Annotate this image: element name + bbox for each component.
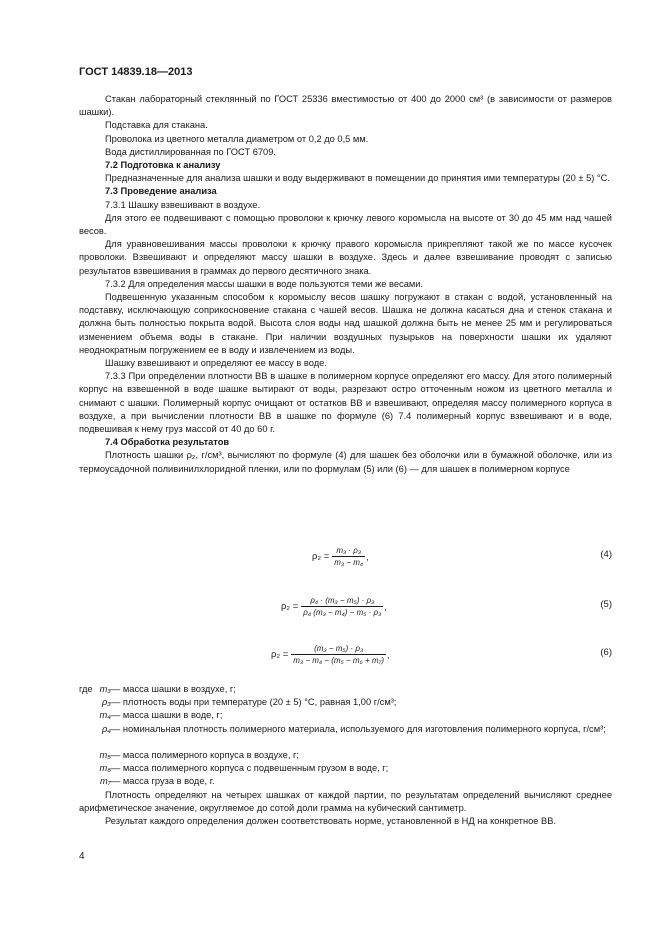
paragraph: Для уравновешивания массы проволоки к крючку правого коромысла прикрепляют такой же по массе кусочек проволоки. Взвешивают и определяют массу шашки в воздухе. Здесь и далее взвешивание проводят с записью результатов взвешивания в граммах до первого десятичного знака.: [79, 239, 612, 276]
definition-symbol: m₇: [99, 776, 111, 787]
definitions-list: [79, 683, 612, 828]
document-header: ГОСТ 14839.18—2013: [79, 66, 193, 78]
paragraph: Подставка для стакана.: [105, 120, 208, 131]
formula-5: [281, 596, 387, 617]
definition-text: — плотность воды при температуре (20 ± 5) °С, равная 1,00 г/см³;: [111, 697, 397, 708]
paragraph: Плотность шашки ρ₂, г/см³, вычисляют по формуле (4) для шашек без оболочки или в бумажной оболочке, или из термоусадочной поливинилхлоридной пленки, или по формулам (5) или (6) — для шашек в полимерном корпусе: [79, 450, 612, 474]
definition-item: [79, 709, 612, 722]
section-heading-7-3: 7.3 Проведение анализа: [105, 186, 217, 197]
paragraph: 7.3.1 Шашку взвешивают в воздухе.: [105, 199, 261, 210]
paragraph: Предназначенные для анализа шашки и воду выдерживают в помещении до принятия ими температуры (20 ± 5) °С.: [105, 173, 610, 184]
body-text-upper: [79, 93, 612, 476]
definition-item: [79, 696, 612, 709]
definition-item: [79, 749, 612, 762]
paragraph: 7.3.3 При определении плотности ВВ в шашке в полимерном корпусе определяют его массу. Для этого полимерный корпус на взвешенной в воде шашке вытирают от воды, разрезают остро отточенным ножом из цветного металла и снимают с шашки. Полимерный корпус очищают от остатков ВВ и взвешивают, определяя массу полимерного корпуса в воздухе, а при вычислении плотности ВВ в шашке по формуле (6) 7.4 полимерный корпус взвешивают и в воде, подвешивая к нему груз массой от 40 до 60 г.: [79, 371, 612, 435]
definition-text: — масса шашки в воде, г;: [111, 710, 223, 721]
paragraph: Результат каждого определения должен соответствовать норме, установленной в НД на конкретное ВВ.: [105, 815, 556, 826]
formula-fraction: [332, 546, 365, 567]
formula-tail: ,: [366, 551, 369, 562]
equation-number: (6): [600, 647, 612, 658]
definition-symbol: m₆: [99, 763, 111, 774]
formula-fraction: [291, 644, 386, 665]
equation-number: (5): [600, 599, 612, 610]
formula-4: [312, 546, 369, 567]
formula-denominator: m₃ − m₄ − (m₅ − m₆ + m₇): [293, 656, 385, 665]
definition-symbol: m₄: [99, 710, 111, 721]
definition-text: — масса груза в воде, г.: [111, 776, 215, 787]
where-label: где: [79, 684, 93, 694]
definition-symbol: ρ₃: [101, 697, 111, 708]
paragraph: Для этого ее подвешивают с помощью проволоки к крючку левого коромысла на высоте от 30 до 45 мм над чашей весов.: [79, 212, 612, 237]
paragraph: Проволока из цветного металла диаметром от 0,2 до 0,5 мм.: [105, 133, 369, 144]
formula-tail: ,: [387, 649, 390, 660]
paragraph: Стакан лабораторный стеклянный по ГОСТ 25336 вместимостью от 400 до 2000 см³ (в зависимости от размеров шашки).: [79, 94, 612, 118]
section-heading-7-4: 7.4 Обработка результатов: [105, 437, 230, 448]
formula-tail: ,: [384, 601, 387, 612]
definition-text: — масса полимерного корпуса с подвешенным грузом в воде, г;: [111, 763, 389, 774]
paragraph: Вода дистиллированная по ГОСТ 6709.: [105, 146, 276, 157]
definition-text: — номинальная плотность полимерного материала, используемого для изготовления полимерного корпуса, г/см³;: [111, 723, 606, 734]
equation-number: (4): [600, 549, 612, 560]
formula-fraction: [301, 596, 383, 617]
definition-item: [79, 762, 612, 775]
paragraph: Шашку взвешивают и определяют ее массу в воде.: [105, 358, 327, 369]
formula-denominator: ρ₄ (m₃ − m₄) − m₅ · ρ₃: [303, 608, 382, 617]
formula-numerator: (m₃ − m₅) · ρ₃: [291, 644, 386, 655]
section-heading-7-2: 7.2 Подготовка к анализу: [105, 160, 221, 171]
definition-text: — масса шашки в воздухе, г;: [111, 684, 236, 694]
paragraph: 7.3.2 Для определения массы шашки в воде пользуются теми же весами.: [105, 278, 424, 289]
formula-denominator: m₃ − m₄: [334, 558, 364, 567]
formula-numerator: ρ₄ · (m₃ − m₅) · ρ₃: [301, 596, 383, 607]
formula-lhs: ρ₂ =: [271, 649, 289, 660]
definition-item: [79, 775, 612, 788]
definition-symbol: m₃: [99, 684, 111, 694]
formula-lhs: ρ₂ =: [281, 601, 299, 612]
formula-6: [271, 644, 390, 665]
formula-numerator: m₃ · ρ₃: [332, 546, 365, 557]
formula-lhs: ρ₂ =: [312, 551, 330, 562]
definition-item: [79, 723, 612, 749]
paragraph: Плотность определяют на четырех шашках от каждой партии, по результатам определений вычисляют среднее арифметическое значение, округляемое до сотой доли грамма на кубический сантиметр.: [79, 789, 612, 813]
paragraph: Подвешенную указанным способом к коромыслу весов шашку погружают в стакан с водой, установленный на подставку, исключающую соприкосновение стакана с чашей весов. Шашка не должна касаться дна и стенок стакана и должна быть полностью покрыта водой. Высота слоя воды над шашкой должна быть не менее 25 мм и регулироваться изменением объема воды в стакане. При наличии воздушных пузырьков на поверхности шашки их удаляют неоднократным погружением ее в воду и извлечением из воды.: [79, 292, 612, 355]
definition-text: — масса полимерного корпуса в воздухе, г;: [111, 749, 299, 760]
definition-symbol: ρ₄: [101, 723, 111, 734]
page-number: 4: [79, 851, 85, 862]
definition-symbol: m₅: [99, 749, 111, 760]
definition-item: [79, 683, 612, 696]
